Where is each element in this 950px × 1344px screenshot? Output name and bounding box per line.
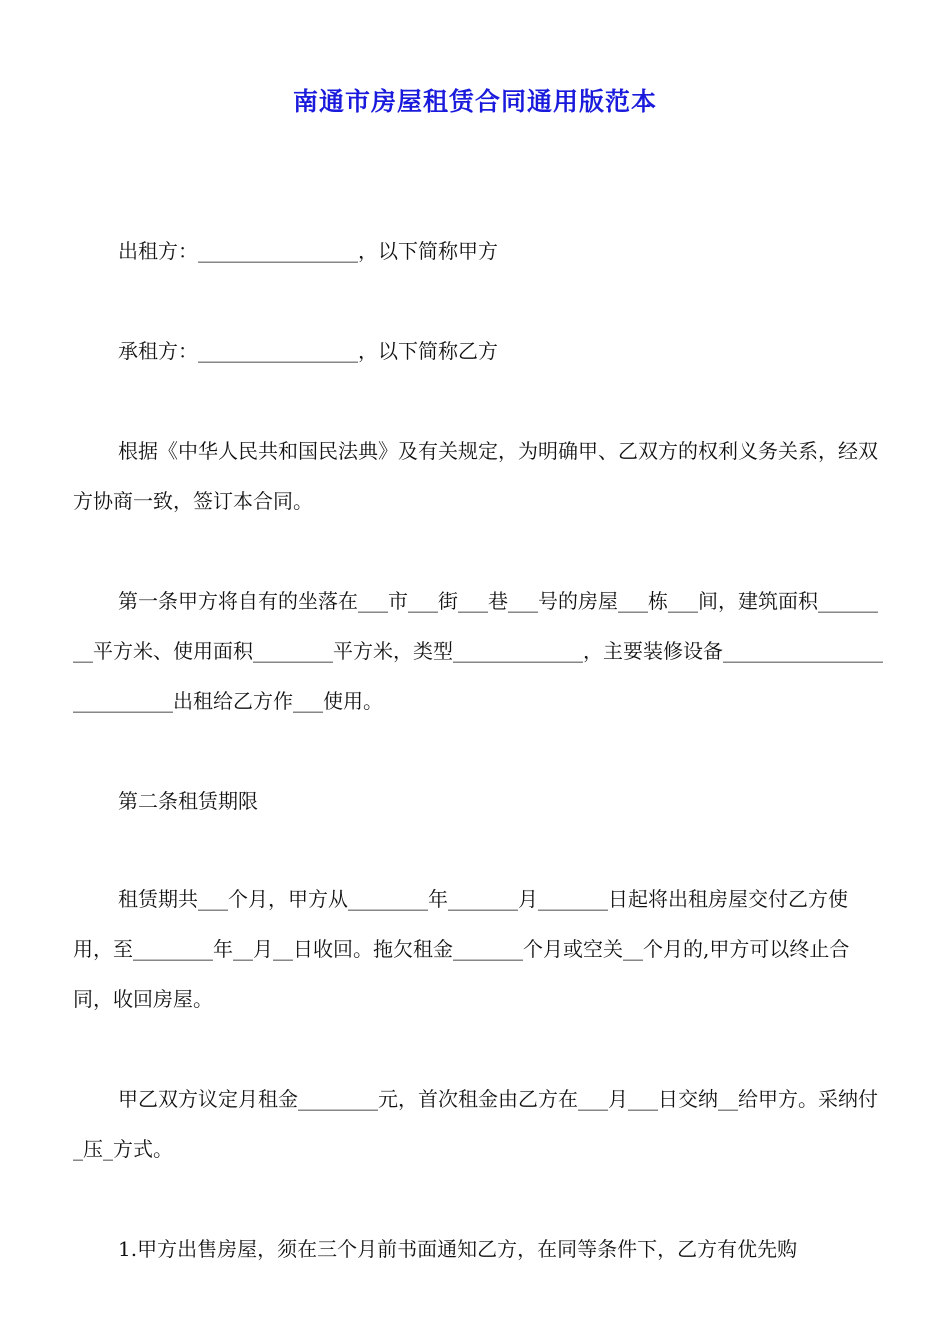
basis-paragraph: 根据《中华人民共和国民法典》及有关规定，为明确甲、乙双方的权利义务关系，经双方协商一致，签订本合同。	[73, 439, 878, 513]
lessee-paragraph: 承租方：________________，以下简称乙方	[118, 339, 498, 363]
lessor-paragraph: 出租方：________________，以下简称甲方	[118, 239, 498, 263]
article-2-heading: 第二条租赁期限	[118, 789, 258, 813]
rent-paragraph: 甲乙双方议定月租金________元，首次租金由乙方在___月___日交纳__给甲方。采纳付_压_方式。	[73, 1087, 878, 1161]
document-title: 南通市房屋租赁合同通用版范本	[292, 87, 657, 116]
lease-term-paragraph: 租赁期共___个月，甲方从________年_______月_______日起将出租房屋交付乙方使用，至________年__月__日收回。拖欠租金_______个月或空关__个月的,甲方可以终止合同，收回房屋。	[73, 887, 850, 1011]
article-1-paragraph: 第一条甲方将自有的坐落在___市___街___巷___号的房屋___栋___间，建筑面积________平方米、使用面积________平方米，类型_____________，主要装修设备__________________________出租给乙方作___使用。	[73, 589, 883, 713]
item-1-paragraph: 1.甲方出售房屋，须在三个月前书面通知乙方，在同等条件下，乙方有优先购	[118, 1237, 798, 1261]
